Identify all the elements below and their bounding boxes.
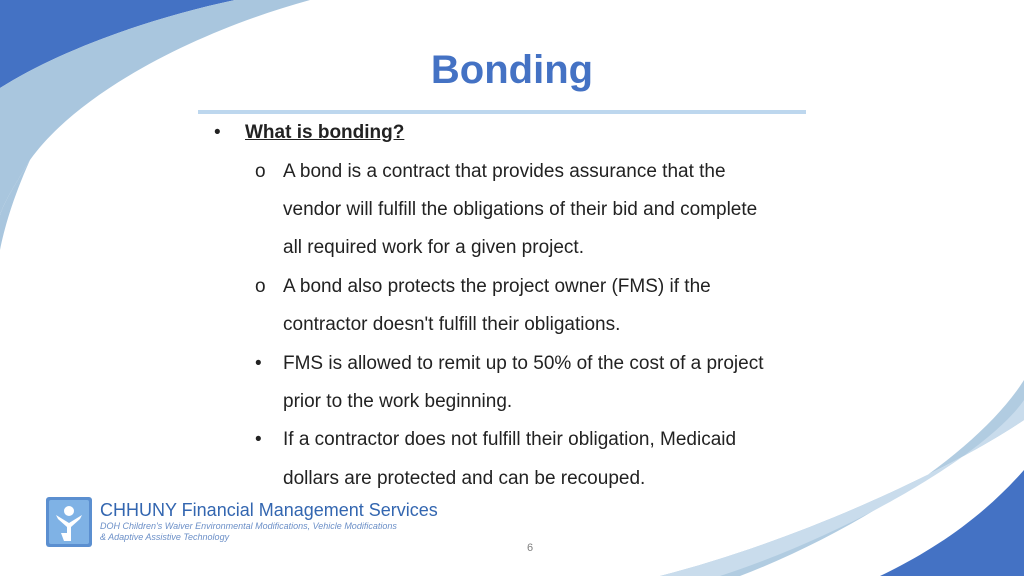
content-heading: What is bonding?: [245, 122, 405, 143]
content-line: prior to the work beginning.: [283, 391, 513, 412]
square-bullet: •: [255, 353, 262, 374]
content-line: all required work for a given project.: [283, 237, 584, 258]
logo-subtitle-line1: DOH Children's Waiver Environmental Modifications, Vehicle Modifications: [100, 521, 397, 531]
level1-bullet: •: [214, 122, 221, 143]
logo-name: CHHUNY Financial Management Services: [100, 500, 438, 520]
circle-bullet: o: [255, 276, 266, 297]
chhuny-logo-icon: [46, 497, 92, 547]
slide-title: Bonding: [430, 48, 594, 92]
logo-subtitle-line2: & Adaptive Assistive Technology: [100, 532, 230, 542]
content-line: FMS is allowed to remit up to 50% of the cost of a project: [283, 353, 764, 374]
content-line: A bond also protects the project owner (FMS) if the: [283, 276, 711, 297]
content-line: dollars are protected and can be recouped.: [283, 468, 646, 489]
content-line: vendor will fulfill the obligations of their bid and complete: [283, 199, 758, 220]
circle-bullet: o: [255, 161, 266, 182]
content-line: contractor doesn't fulfill their obligations.: [283, 314, 621, 335]
content-line: If a contractor does not fulfill their obligation, Medicaid: [283, 429, 737, 450]
square-bullet: •: [255, 429, 262, 450]
page-number: 6: [526, 542, 534, 554]
content-line: A bond is a contract that provides assurance that the: [283, 161, 726, 182]
